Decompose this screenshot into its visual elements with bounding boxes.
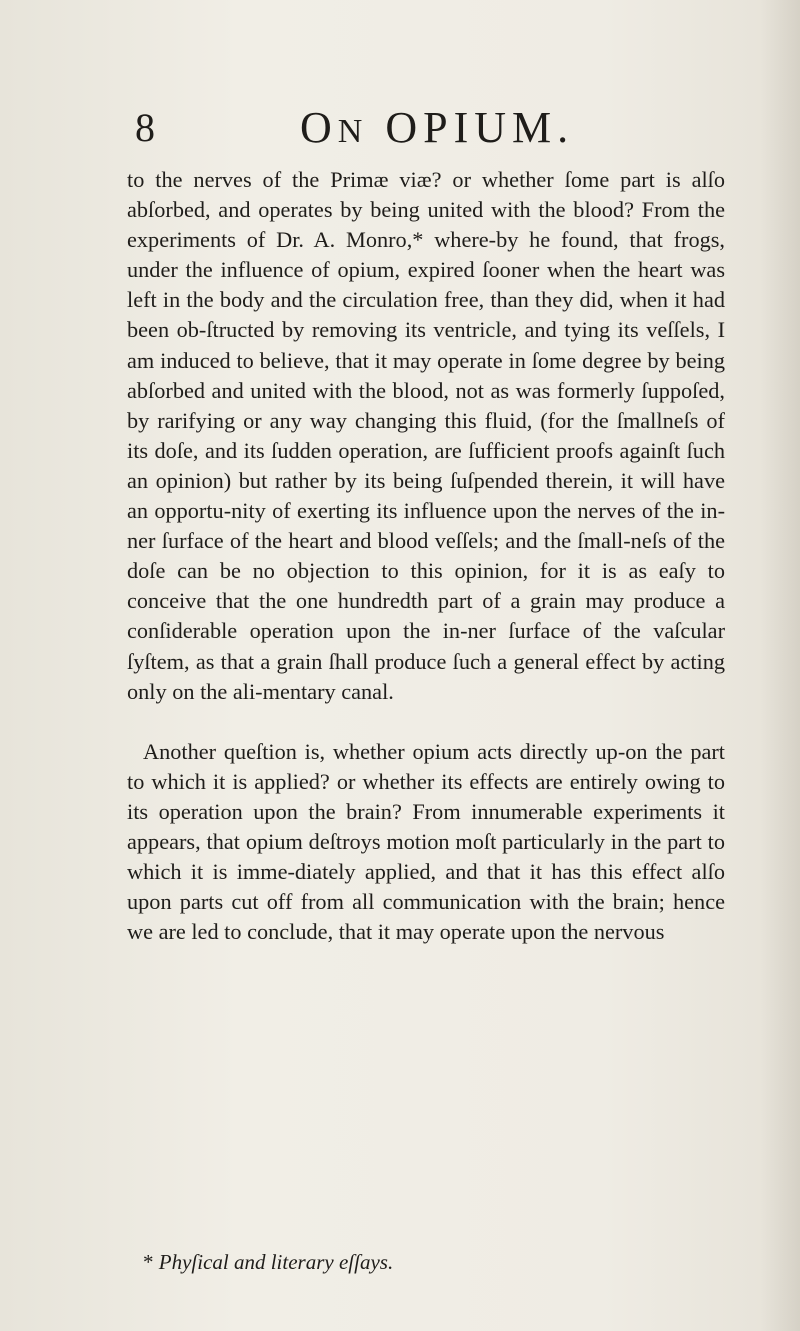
footnote	[143, 1248, 393, 1276]
title-small-caps: N	[337, 113, 369, 150]
footnote-text: Phyſical and literary eſſays.	[158, 1250, 394, 1274]
body-text	[127, 165, 725, 947]
paragraph-1: to the nerves of the Primæ viæ? or whether ſome part is alſo abſorbed, and operates by being united with the blood? From the experiments of Dr. A. Monro,* where-by he found, that frogs, under the influence of opium, expired ſooner when the heart was left in the body and the circulation free, than they did, when it had been ob-ſtructed by removing its ventricle, and tying its veſſels, I am induced to believe, that it may operate in ſome degree by being abſorbed and united with the blood, not as was formerly ſuppoſed, by rarifying or any way changing this fluid, (for the ſmallneſs of its doſe, and its ſudden operation, are ſufficient proofs againſt ſuch an opinion) but rather by its being ſuſpended therein, it will have an opportu-nity of exerting its influence upon the nerves of the in-ner ſurface of the heart and blood veſſels; and the ſmall-neſs of the doſe can be no objection to this opinion, for it is as eaſy to conceive that the one hundredth part of a grain may produce a conſiderable operation upon the in-ner ſurface of the vaſcular ſyſtem, as that a grain ſhall produce ſuch a general effect by acting only on the ali-mentary canal.	[127, 167, 725, 704]
title-prefix: O	[300, 103, 338, 152]
footnote-marker: *	[143, 1250, 159, 1274]
page-number: 8	[135, 105, 155, 150]
running-title	[300, 98, 574, 162]
page-edge-shadow	[760, 0, 800, 1331]
title-main: OPIUM.	[385, 103, 575, 152]
paragraph-2: Another queſtion is, whether opium acts directly up-on the part to which it is applied? or whether its effects are entirely owing to its operation upon the brain? From innumerable experiments it appears, that opium deſtroys motion moſt particularly in the part to which it is imme-diately applied, and that it has this effect alſo upon parts cut off from all communication with the brain; hence we are led to conclude, that it may operate upon the nervous	[127, 738, 725, 945]
page-header	[135, 98, 740, 158]
